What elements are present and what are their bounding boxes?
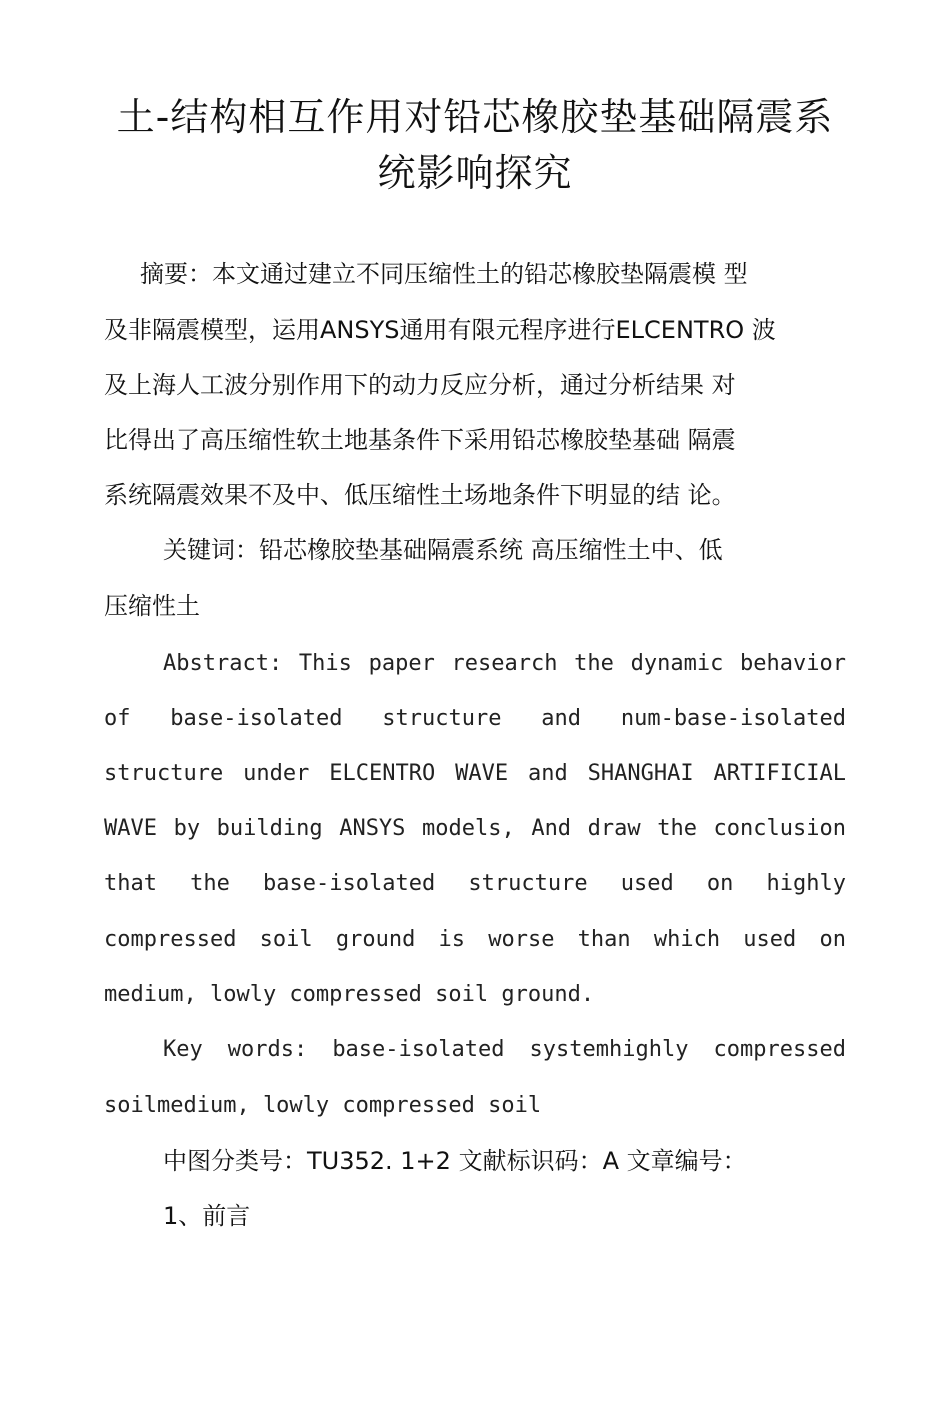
abstract-en-line: of base-isolated structure and num-base-isolated [104, 706, 846, 731]
abstract-cn-line: 系统隔震效果不及中、低压缩性土场地条件下明显的结 论。 [104, 481, 736, 509]
paper-title-line-2: 统影响探究 [377, 151, 573, 195]
abstract-cn-line: 及上海人工波分别作用下的动力反应分析，通过分析结果 对 [104, 371, 736, 399]
keywords-en-line: soilmedium, lowly compressed soil [104, 1093, 542, 1118]
abstract-en-line: medium, lowly compressed soil ground. [104, 982, 595, 1007]
section-heading: 1、前言 [163, 1202, 251, 1230]
paper-title-line-1: 土-结构相互作用对铅芯橡胶垫基础隔震系 [116, 95, 834, 139]
classification-line: 中图分类号：TU352. 1+2 文献标识码：A 文章编号： [163, 1147, 747, 1175]
abstract-en-line: structure under ELCENTRO WAVE and SHANGHAI ARTIFICIAL [104, 761, 846, 786]
abstract-en-line: Abstract: This paper research the dynamic behavior [163, 651, 846, 676]
abstract-cn-line: 摘要：本文通过建立不同压缩性土的铅芯橡胶垫隔震模 型 [140, 260, 748, 288]
abstract-en-line: that the base-isolated structure used on highly [104, 871, 846, 896]
keywords-cn-line: 压缩性土 [104, 592, 200, 620]
abstract-en-line: WAVE by building ANSYS models, And draw the conclusion [104, 816, 846, 841]
keywords-en-line: Key words: base-isolated systemhighly compressed [163, 1037, 846, 1062]
abstract-cn-line: 及非隔震模型，运用ANSYS通用有限元程序进行ELCENTRO 波 [104, 316, 776, 344]
keywords-cn-line: 关键词：铅芯橡胶垫基础隔震系统 高压缩性土中、低 [163, 536, 723, 564]
abstract-en-line: compressed soil ground is worse than which used on [104, 927, 846, 952]
abstract-cn-line: 比得出了高压缩性软土地基条件下采用铅芯橡胶垫基础 隔震 [104, 426, 736, 454]
